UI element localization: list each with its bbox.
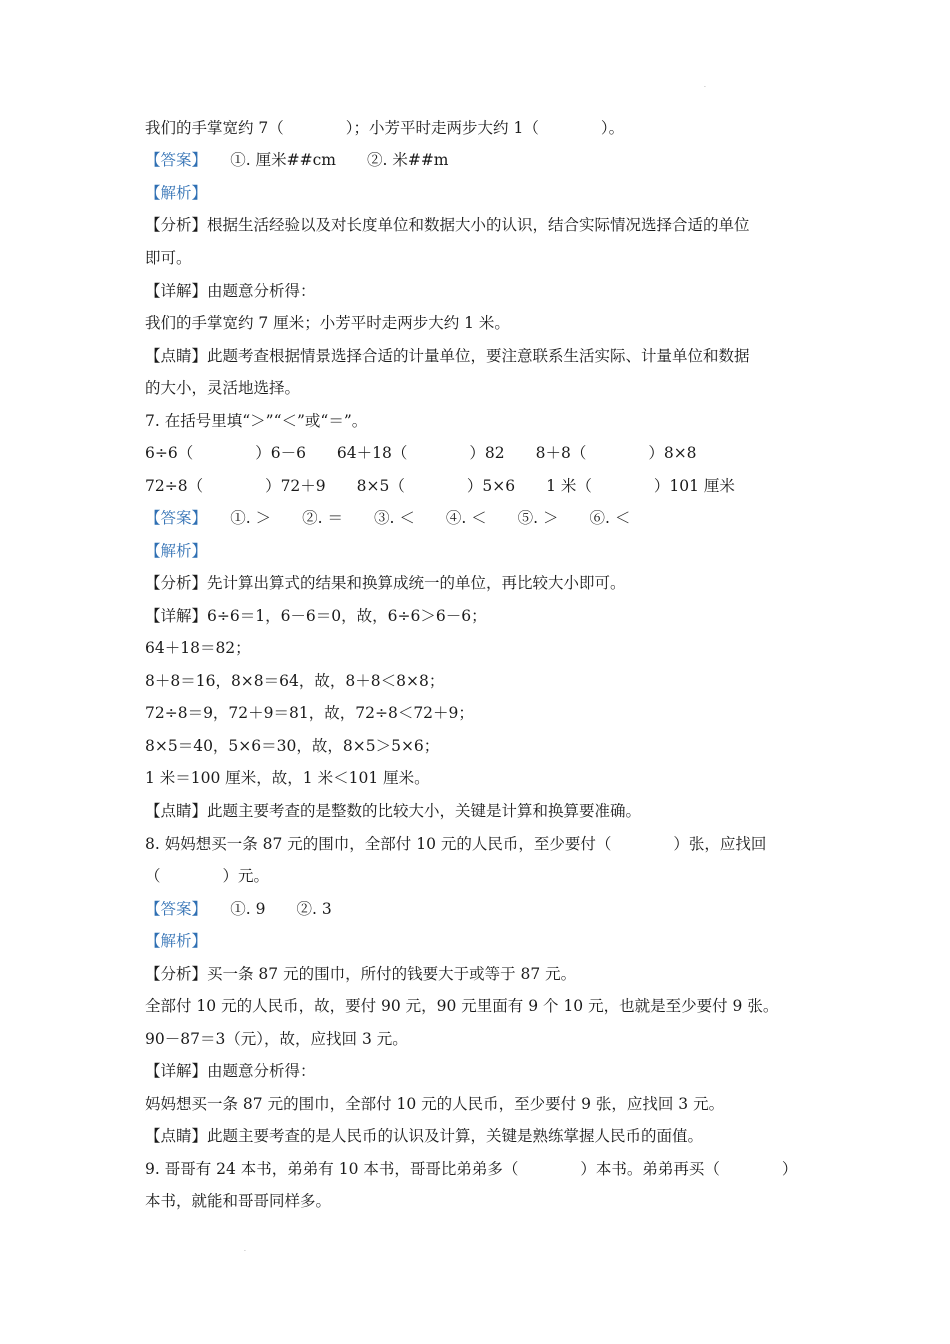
text-line: 本书，就能和哥哥同样多。 [145,1192,332,1210]
analysis-heading: 【解析】 [145,184,208,202]
top-mark: · [704,84,706,91]
answer-line [145,150,449,170]
text-line: 72÷8（ ）72＋9 8×5（ ）5×6 1 米（ ）101 厘米 [145,477,735,495]
text-line: 6÷6（ ）6－6 64＋18（ ）82 8＋8（ ）8×8 [145,444,697,462]
text-line: 【点睛】此题主要考查的是人民币的认识及计算，关键是熟练掌握人民币的面值。 [145,1127,704,1145]
text-line: 7. 在括号里填“＞”“＜”或“＝”。 [145,412,368,430]
bottom-mark: · [244,1248,246,1255]
text-line: 我们的手掌宽约 7 厘米；小芳平时走两步大约 1 米。 [145,314,510,332]
text-line: 【详解】由题意分析得： [145,1062,316,1080]
text-line: 我们的手掌宽约 7（ ）；小芳平时走两步大约 1（ ）。 [145,119,625,137]
text-line: 【分析】根据生活经验以及对长度单位和数据大小的认识，结合实际情况选择合适的单位 [145,216,750,234]
text-line: 8＋8＝16，8×8＝64，故，8＋8＜8×8； [145,672,445,690]
analysis-heading: 【解析】 [145,542,208,560]
text-line: 90－87＝3（元），故，应找回 3 元。 [145,1030,408,1048]
text-line: 妈妈想买一条 87 元的围巾，全部付 10 元的人民币，至少要付 9 张，应找回 3 元。 [145,1095,725,1113]
text-line: （ ）元。 [145,867,270,885]
answer-text: ①. 厘米##cm ②. 米##m [199,151,449,169]
answer-line [145,508,630,528]
text-line: 【点睛】此题考查根据情景选择合适的计量单位，要注意联系生活实际、计量单位和数据 [145,347,750,365]
text-line: 9. 哥哥有 24 本书，弟弟有 10 本书，哥哥比弟弟多（ ）本书。弟弟再买（ ） [145,1160,798,1178]
answer-text: ①. 9 ②. 3 [199,900,332,918]
text-line: 【详解】6÷6＝1，6－6＝0，故，6÷6＞6－6； [145,607,487,625]
text-line: 的大小，灵活地选择。 [145,379,301,397]
text-line: 8. 妈妈想买一条 87 元的围巾，全部付 10 元的人民币，至少要付（ ）张，应找回 [145,835,767,853]
analysis-heading: 【解析】 [145,932,208,950]
text-line: 【分析】先计算出算式的结果和换算成统一的单位，再比较大小即可。 [145,574,626,592]
text-line: 【详解】由题意分析得： [145,282,316,300]
text-line: 64＋18＝82； [145,639,251,657]
answer-text: ①. ＞ ②. ＝ ③. ＜ ④. ＜ ⑤. ＞ ⑥. ＜ [199,509,631,527]
answer-line [145,899,332,919]
text-line: 8×5＝40，5×6＝30，故，8×5＞5×6； [145,737,440,755]
text-line: 【点睛】此题主要考查的是整数的比较大小，关键是计算和换算要准确。 [145,802,642,820]
answer-label: 【答案】 [145,900,200,918]
text-line: 即可。 [145,249,192,267]
text-line: 【分析】买一条 87 元的围巾，所付的钱要大于或等于 87 元。 [145,965,577,983]
text-line: 全部付 10 元的人民币，故，要付 90 元，90 元里面有 9 个 10 元，也就是至少要付 9 张。 [145,997,779,1015]
answer-label: 【答案】 [145,509,200,527]
text-line: 1 米＝100 厘米，故，1 米＜101 厘米。 [145,769,430,787]
answer-label: 【答案】 [145,151,200,169]
text-line: 72÷8＝9，72＋9＝81，故，72÷8＜72＋9； [145,704,474,722]
